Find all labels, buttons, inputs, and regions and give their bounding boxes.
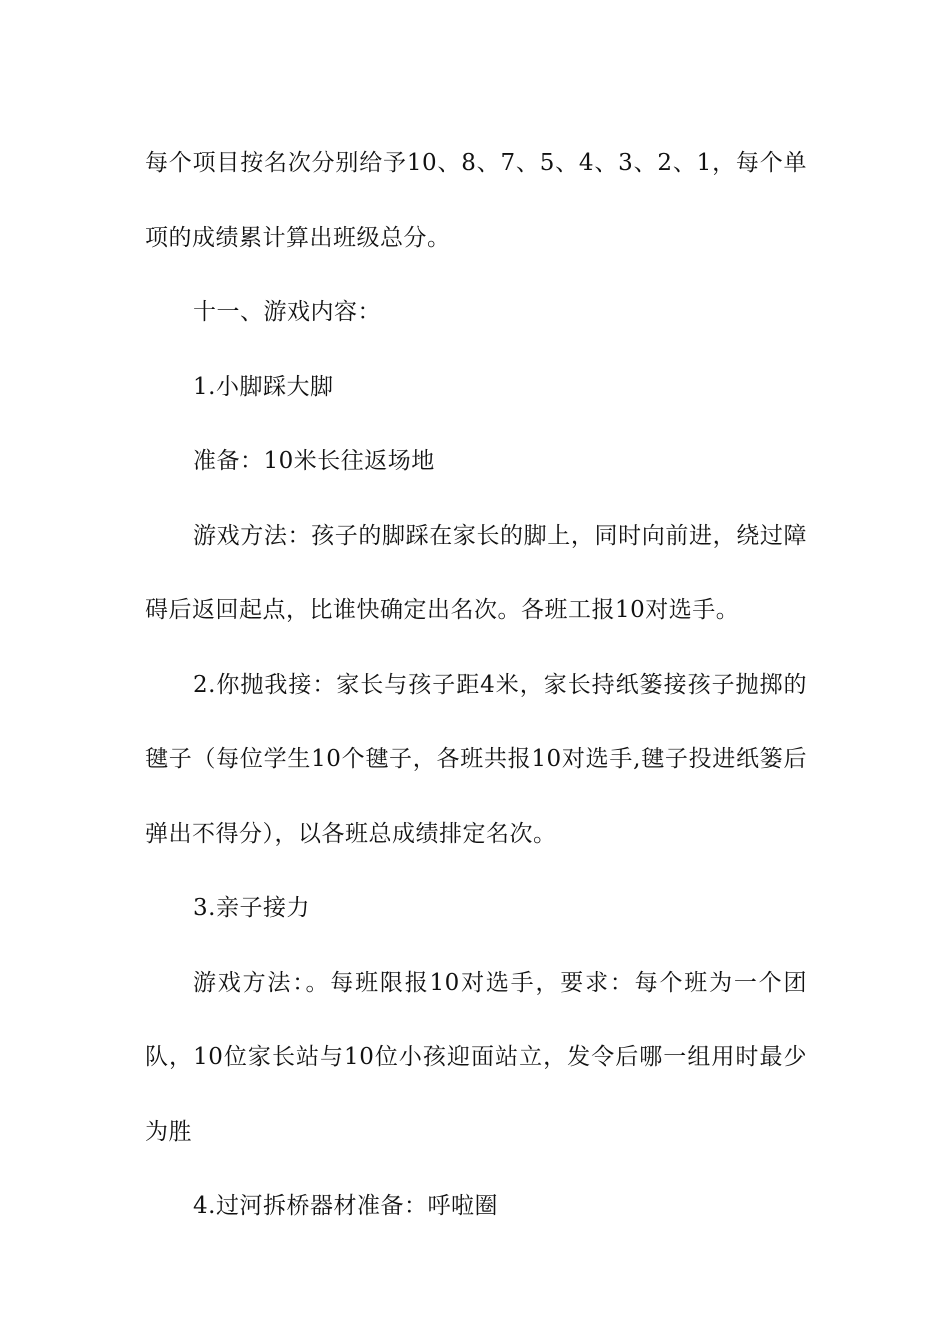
game-throw-and-catch: 2.你抛我接：家长与孩子距4米，家长持纸篓接孩子抛掷的毽子（每位学生10个毽子，各班共报10对选手,毽子投进纸篓后弹出不得分），以各班总成绩排定名次。 — [145, 671, 807, 847]
section-heading-game-content: 十一、游戏内容： — [193, 299, 381, 325]
game-title-cross-river: 4.过河拆桥器材准备：呼啦圈 — [193, 1193, 498, 1219]
game-preparation: 准备：10米长往返场地 — [193, 448, 435, 474]
document-body — [145, 126, 807, 1244]
game-method-relay: 游戏方法：。每班限报10对选手，要求：每个班为一个团队，10位家长站与10位小孩迎面站立，发令后哪一组用时最少为胜 — [145, 969, 807, 1145]
game-title-relay: 3.亲子接力 — [193, 895, 310, 921]
game-title-small-foot-big-foot: 1.小脚踩大脚 — [193, 373, 334, 400]
game-method-small-foot-big-foot: 游戏方法：孩子的脚踩在家长的脚上，同时向前进，绕过障碍后返回起点，比谁快确定出名次。各班工报10对选手。 — [145, 522, 807, 623]
paragraph-scoring-rule: 每个项目按名次分别给予10、8、7、5、4、3、2、1，每个单项的成绩累计算出班级总分。 — [145, 150, 807, 251]
